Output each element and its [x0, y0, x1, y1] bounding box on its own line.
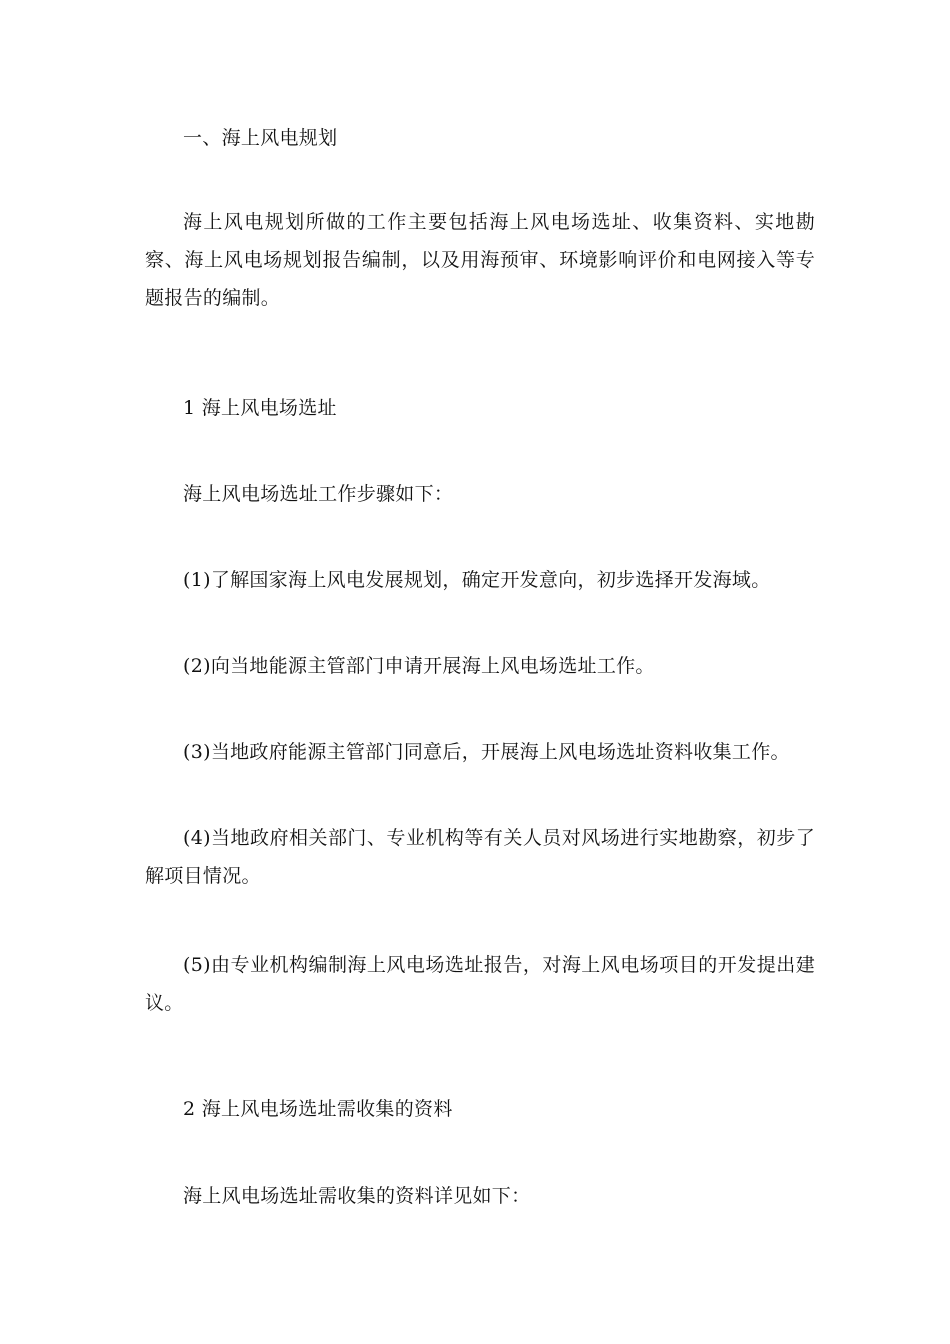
step-2-paragraph: (2)向当地能源主管部门申请开展海上风电场选址工作。 — [183, 655, 655, 677]
intro-paragraph: 海上风电规划所做的工作主要包括海上风电场选址、收集资料、实地勘察、海上风电场规划报告编制，以及用海预审、环境影响评价和电网接入等专题报告的编制。 — [145, 211, 815, 309]
step-3-paragraph: (3)当地政府能源主管部门同意后，开展海上风电场选址资料收集工作。 — [183, 741, 790, 763]
steps-intro-paragraph: 海上风电场选址工作步骤如下： — [183, 483, 454, 505]
step-5-paragraph: (5)由专业机构编制海上风电场选址报告，对海上风电场项目的开发提出建议。 — [145, 954, 815, 1014]
section-heading: 一、海上风电规划 — [183, 127, 338, 149]
materials-intro-paragraph: 海上风电场选址需收集的资料详见如下： — [183, 1185, 531, 1207]
subsection-heading-1: 1 海上风电场选址 — [183, 397, 337, 419]
step-1-paragraph: (1)了解国家海上风电发展规划，确定开发意向，初步选择开发海域。 — [183, 569, 771, 591]
step-4-paragraph: (4)当地政府相关部门、专业机构等有关人员对风场进行实地勘察，初步了解项目情况。 — [145, 827, 815, 887]
subsection-heading-2: 2 海上风电场选址需收集的资料 — [183, 1098, 453, 1120]
